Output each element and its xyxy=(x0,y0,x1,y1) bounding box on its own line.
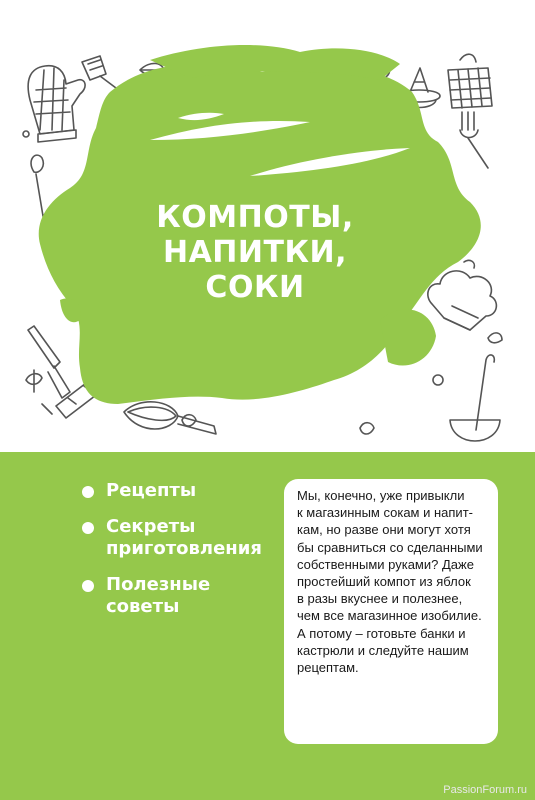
description-box xyxy=(284,479,498,744)
feature-list xyxy=(82,480,282,632)
cover-title xyxy=(100,200,410,305)
description-line: бы сравниться со сделанными xyxy=(297,539,483,555)
description-line: собственными руками? Даже xyxy=(297,556,474,572)
description-line: простейший компот из яблок xyxy=(297,574,471,590)
bullet-dot-icon xyxy=(82,486,94,498)
title-line: КОМПОТЫ, xyxy=(156,200,354,235)
description-line: А потому – готовьте банки и xyxy=(297,625,466,641)
title-line: СОКИ xyxy=(205,270,305,305)
feature-label: приготовления xyxy=(106,538,262,559)
feature-label: Секреты xyxy=(106,516,196,537)
feature-label: Рецепты xyxy=(106,480,197,501)
description-line: кам, но разве они могут хотя xyxy=(297,522,471,538)
feature-label: Полезные xyxy=(106,574,211,595)
description-line: рецептам. xyxy=(297,660,359,676)
description-line: Мы, конечно, уже привыкли xyxy=(297,488,465,503)
description-line: кастрюли и следуйте нашим xyxy=(297,642,469,658)
info-panel xyxy=(0,452,535,800)
watermark: PassionForum.ru xyxy=(443,784,527,796)
description-line: в разы вкуснее и полезнее, xyxy=(297,591,463,607)
feature-label: советы xyxy=(106,596,180,617)
description-line: чем все магазинное изобилие. xyxy=(297,608,482,624)
feature-item-secrets xyxy=(82,516,282,560)
title-line: НАПИТКИ, xyxy=(162,235,348,270)
description-line: к магазинным сокам и напит- xyxy=(297,505,473,521)
bullet-dot-icon xyxy=(82,522,94,534)
feature-item-recipes xyxy=(82,480,282,502)
bullet-dot-icon xyxy=(82,580,94,592)
feature-item-tips xyxy=(82,574,282,618)
